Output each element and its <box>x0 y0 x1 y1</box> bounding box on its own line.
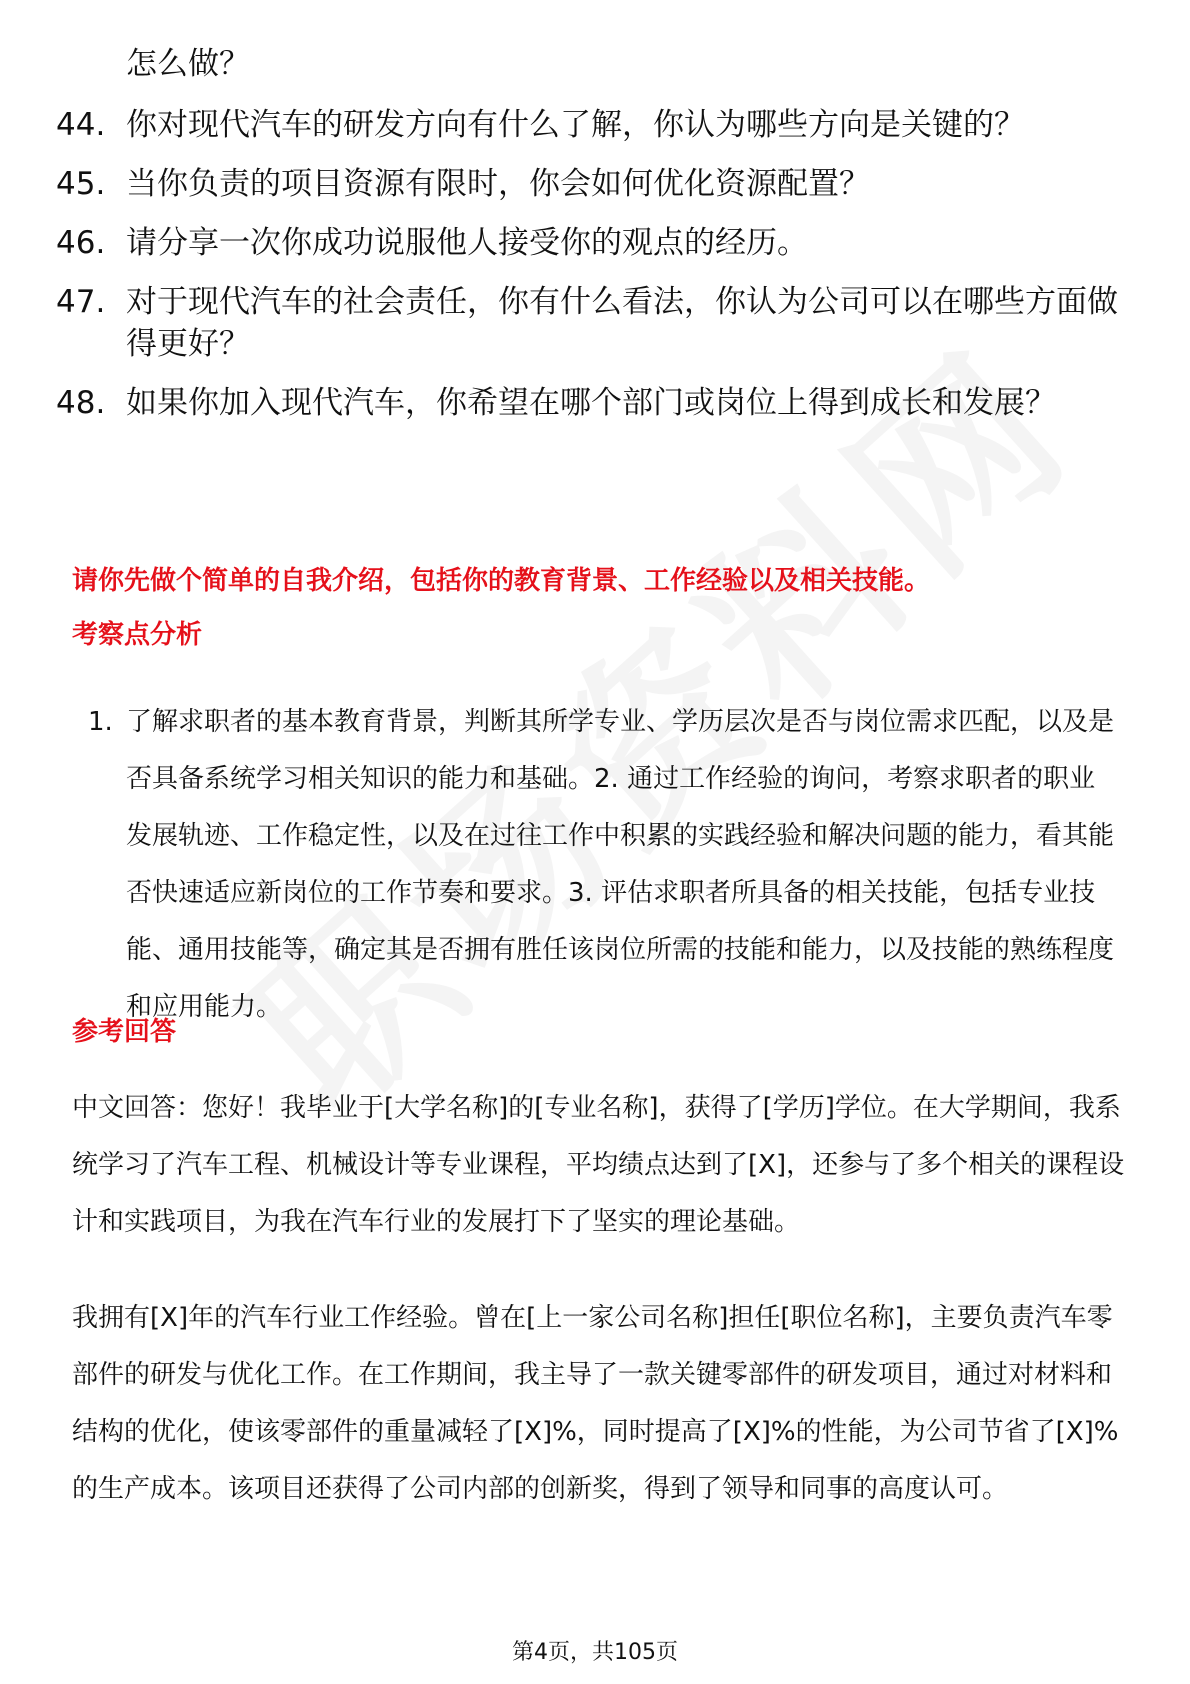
analysis-heading: 考察点分析 <box>72 620 203 650</box>
question-item <box>56 222 1136 264</box>
question-number: 45. <box>56 166 106 202</box>
question-item <box>56 281 1136 365</box>
question-item <box>56 163 1136 205</box>
question-text: 你对现代汽车的研发方向有什么了解，你认为哪些方向是关键的？ <box>126 107 1025 143</box>
question-number: 47. <box>56 284 106 320</box>
reference-answer-paragraph-1: 中文回答：您好！我毕业于[大学名称]的[专业名称]，获得了[学历]学位。在大学期间，我系统学习了汽车工程、机械设计等专业课程，平均绩点达到了[X]，还参与了多个相关的课程设计和实践项目，为我在汽车行业的发展打下了坚实的理论基础。 <box>72 1093 1125 1237</box>
question-number: 48. <box>56 385 106 421</box>
question-text: 如果你加入现代汽车，你希望在哪个部门或岗位上得到成长和发展？ <box>126 385 1056 421</box>
question-item <box>56 104 1136 146</box>
analysis-list-item <box>88 694 1128 1036</box>
analysis-number: 1. <box>88 707 113 737</box>
page-footer: 第4页，共105页 <box>512 1640 678 1665</box>
question-text: 对于现代汽车的社会责任，你有什么看法，你认为公司可以在哪些方面做得更好？ <box>126 284 1118 362</box>
reference-answer-paragraph-2: 我拥有[X]年的汽车行业工作经验。曾在[上一家公司名称]担任[职位名称]，主要负责汽车零部件的研发与优化工作。在工作期间，我主导了一款关键零部件的研发项目，通过对材料和结构的优化，使该零部件的重量减轻了[X]%，同时提高了[X]%的性能，为公司节省了[X]%的生产成本。该项目还获得了公司内部的创新奖，得到了领导和同事的高度认可。 <box>72 1303 1119 1504</box>
question-number: 44. <box>56 107 106 143</box>
question-item <box>56 382 1136 424</box>
reference-answer-heading: 参考回答 <box>72 1017 177 1047</box>
question-list <box>56 44 1136 441</box>
question-number: 46. <box>56 225 106 261</box>
analysis-text: 了解求职者的基本教育背景，判断其所学专业、学历层次是否与岗位需求匹配，以及是否具备系统学习相关知识的能力和基础。2. 通过工作经验的询问，考察求职者的职业发展轨迹、工作稳定性，以及在过往工作中积累的实践经验和解决问题的能力，看其能否快速适应新岗位的工作节奏和要求。3. 评估求职者所具备的相关技能，包括专业技能、通用技能等，确定其是否拥有胜任该岗位所需的技能和能力，以及技能的熟练程度和应用能力。 <box>126 707 1115 1022</box>
question-continued-text: 怎么做？ <box>126 46 250 82</box>
interview-question-heading: 请你先做个简单的自我介绍，包括你的教育背景、工作经验以及相关技能。 <box>72 566 931 596</box>
question-text: 当你负责的项目资源有限时，你会如何优化资源配置？ <box>126 166 870 202</box>
question-text: 请分享一次你成功说服他人接受你的观点的经历。 <box>126 225 808 261</box>
